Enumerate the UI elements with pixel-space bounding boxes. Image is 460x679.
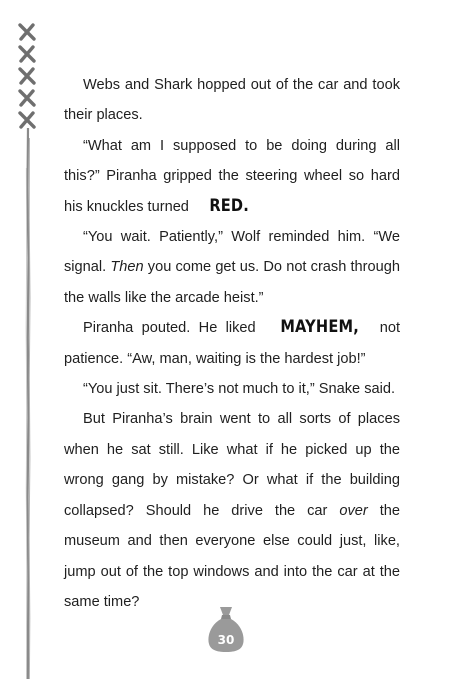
- paragraph: [64, 374, 400, 404]
- paragraph: [64, 222, 400, 313]
- x-mark-icon: [16, 66, 38, 86]
- paragraph: [64, 313, 400, 374]
- x-mark-icon: [16, 88, 38, 108]
- text-run: “You wait. Patiently,” Wolf reminded him. “We signal.: [64, 229, 400, 276]
- text-run: the museum and then everyone else could just, like, jump out of the top windows and into the car at the same time?: [64, 502, 400, 610]
- paragraph: [64, 70, 400, 131]
- margin-scratch-line: [22, 128, 34, 679]
- text-run: But Piranha’s brain went to all sorts of places when he sat still. Like what if he picked up the wrong gang by mistake? Or what if the building collapsed? Should he drive the car: [64, 411, 400, 519]
- emphasis-word: over: [339, 502, 368, 519]
- story-text: [64, 70, 400, 617]
- paragraph: [64, 404, 400, 617]
- text-run: not patience. “Aw, man, waiting is the hardest job!”: [64, 320, 400, 367]
- shout-word: MAYHEM,: [280, 317, 359, 338]
- emphasis-word: Then: [110, 259, 144, 276]
- x-mark-icon: [16, 110, 38, 130]
- x-mark-icon: [16, 22, 38, 42]
- text-run: Piranha pouted. He liked: [83, 320, 264, 337]
- margin-x-marks: [16, 22, 42, 132]
- page-number-badge: [206, 603, 246, 653]
- shout-word: RED.: [209, 195, 249, 216]
- page-number: 30: [217, 633, 235, 647]
- text-run: you come get us. Do not crash through the walls like the arcade heist.”: [64, 259, 400, 306]
- text-run: “What am I supposed to be doing during all this?” Piranha gripped the steering wheel so hard his knuckles turned: [64, 137, 400, 215]
- text-run: Webs and Shark hopped out of the car and took their places.: [64, 77, 400, 124]
- text-run: “You just sit. There’s not much to it,” Snake said.: [83, 381, 396, 398]
- x-mark-icon: [16, 44, 38, 64]
- paragraph: [64, 131, 400, 222]
